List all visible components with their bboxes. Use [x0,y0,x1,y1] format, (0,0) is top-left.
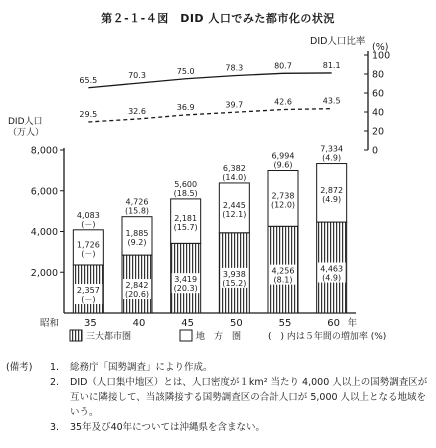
note-number: 1. [50,362,60,373]
legend-note: ( ) 内は５年間の増加率 (%) [268,332,387,342]
y-tick-label: 2,000 [30,267,58,279]
x-tick-label: 60 [327,318,341,329]
metro-value-label: 4,256 [271,266,295,276]
y2-axis-label: DID人口比率 [310,36,366,47]
ratio-value-label: 42.6 [274,97,292,107]
ratio-value-label: 36.9 [176,102,195,112]
total-growth-label: (9.6) [273,160,293,170]
metro-growth-label: (20.6) [124,290,150,300]
total-value-label: 4,726 [125,197,149,207]
total-growth-label: (18.5) [173,188,198,198]
regional-growth-label: (15.7) [173,223,198,233]
y2-tick-label: 60 [372,88,385,100]
metro-growth-label: (－) [81,294,96,304]
x-axis-suffix: 年 [347,318,358,329]
x-tick-label: 40 [132,318,146,329]
regional-growth-label: (12.1) [222,209,247,219]
regional-value-label: 1,726 [76,240,100,250]
regional-growth-label: (9.2) [127,237,147,247]
x-tick-label: 50 [229,318,243,329]
metro-value-label: 2,842 [125,281,149,291]
metro-value-label: 2,357 [76,285,100,295]
ratio-line-1 [88,73,331,88]
y-axis-label: DID人口 [8,117,43,127]
y2-tick-label: 40 [372,107,385,119]
regional-value-label: 2,445 [222,200,246,210]
note-text: 総務庁「国勢調査」により作成。 [70,362,213,373]
legend-swatch-metro [70,330,82,341]
metro-value-label: 3,938 [222,269,246,279]
legend-label-metro: 三大都市圏 [86,332,132,342]
notes-head: (備考) [6,362,33,373]
chart-title: 第２-１-４図 DID 人口でみた都市化の状況 [101,12,335,25]
total-value-label: 6,994 [271,151,295,161]
metro-value-label: 4,463 [320,264,344,274]
ratio-value-label: 80.7 [274,61,292,71]
total-growth-label: (4.9) [322,153,342,163]
x-tick-label: 55 [278,318,292,329]
total-growth-label: (－) [81,219,96,229]
ratio-value-label: 81.1 [322,60,341,70]
y2-tick-label: 0 [372,145,379,157]
note-text: DID（人口集中地区）とは、人口密度が１km² 当たり 4,000 人以上の国勢調査区が互いに隣接して、当該隣接する国勢調査区の合計人口が 5,000 人以上となる地域をいう。 [70,377,428,418]
y-tick-label: 4,000 [30,227,58,238]
total-growth-label: (15.8) [124,206,150,216]
ratio-value-label: 78.3 [225,63,244,73]
note-row-1 [6,360,432,375]
x-tick-label: 45 [181,318,195,329]
ratio-value-label: 43.5 [322,96,341,106]
notes-section [6,360,432,435]
y2-tick-label: 80 [372,69,385,81]
total-value-label: 7,334 [320,144,344,154]
ratio-line-2 [88,109,331,122]
regional-value-label: 2,872 [320,185,344,195]
y2-tick-label: 100 [372,50,391,62]
metro-growth-label: (8.1) [273,275,293,285]
note-text: 35年及び40年については沖縄県を含まない。 [70,422,265,433]
metro-growth-label: (4.9) [322,273,342,283]
x-tick-label: 35 [83,318,97,329]
note-row-2 [6,375,432,420]
legend-swatch-regional [180,330,192,341]
y-tick-label: 8,000 [30,145,58,157]
regional-growth-label: (4.9) [322,194,342,204]
metro-growth-label: (15.2) [222,278,247,288]
legend-label-regional: 地 方 圏 [196,332,242,342]
note-number: 3. [50,422,60,433]
ratio-value-label: 39.7 [225,100,244,110]
y2-axis-unit: (%) [372,42,389,53]
metro-value-label: 3,419 [174,275,198,285]
regional-value-label: 2,738 [271,191,295,201]
ratio-value-label: 65.5 [79,75,98,85]
regional-growth-label: (－) [81,249,96,259]
note-number: 2. [50,377,60,388]
note-row-3 [6,420,432,435]
total-value-label: 5,600 [174,179,198,189]
regional-value-label: 1,885 [125,228,149,238]
x-axis-prefix: 昭和 [40,318,60,329]
regional-growth-label: (12.0) [270,200,296,210]
total-value-label: 4,083 [76,210,100,220]
ratio-value-label: 75.0 [176,66,195,76]
y-tick-label: 6,000 [30,186,58,198]
ratio-value-label: 70.3 [128,71,146,81]
ratio-value-label: 32.6 [128,107,146,117]
total-value-label: 6,382 [222,163,246,173]
regional-value-label: 2,181 [174,214,198,224]
y2-tick-label: 20 [372,126,385,138]
total-growth-label: (14.0) [222,172,247,182]
metro-growth-label: (20.3) [173,284,198,294]
ratio-value-label: 29.5 [79,109,98,119]
y-axis-label: （万人） [8,128,45,138]
